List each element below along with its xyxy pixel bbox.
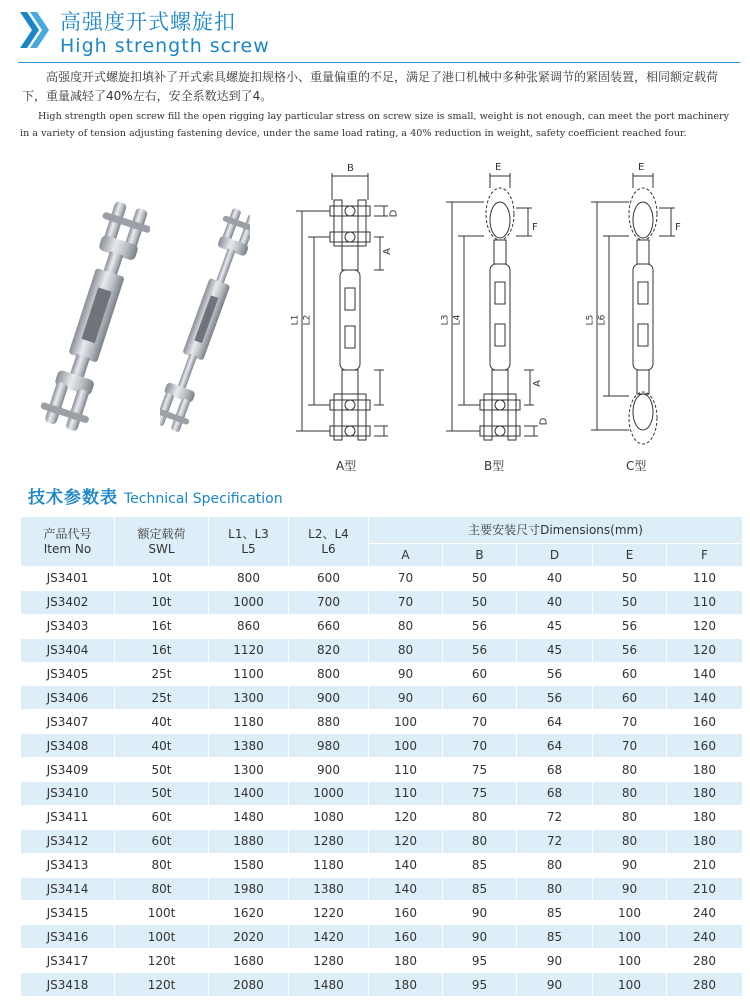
table-cell: 75 [443,782,517,806]
table-cell: 95 [443,973,517,997]
table-cell: 68 [517,782,593,806]
table-cell: 100t [115,925,209,949]
dim-l6-c: L6 [597,314,608,326]
table-cell: 25t [115,686,209,710]
table-cell: 820 [289,638,369,662]
table-cell: 85 [443,877,517,901]
table-cell: 120t [115,973,209,997]
table-cell: 980 [289,734,369,758]
table-cell: 110 [369,758,443,782]
table-cell: 90 [443,901,517,925]
table-cell: JS3401 [21,567,115,591]
table-cell: JS3405 [21,662,115,686]
table-cell: 2020 [209,925,289,949]
table-cell: 56 [593,638,667,662]
header-e: E [593,544,667,567]
table-cell: 80 [517,877,593,901]
description-en: High strength open screw fill the open rigging lay particular stress on screw size is small, weight is not enough, can meet the port machinery in a variety of tension adjusting fastening device, under the same load rating, a 40% reduction in weight, safety coefficient reached four. [20,111,730,139]
table-cell: 80 [443,805,517,829]
table-cell: 180 [667,805,743,829]
turnbuckle-photo-small [160,205,250,440]
table-cell: 56 [517,662,593,686]
table-cell: 100 [369,734,443,758]
spec-table [20,516,743,997]
table-row [21,614,743,638]
table-cell: 140 [369,877,443,901]
table-cell: JS3403 [21,614,115,638]
table-cell: 16t [115,614,209,638]
table-cell: 70 [443,710,517,734]
table-row [21,925,743,949]
table-cell: 600 [289,567,369,591]
table-cell: 50 [593,590,667,614]
table-cell: 1280 [289,949,369,973]
table-cell: 72 [517,805,593,829]
table-cell: 75 [443,758,517,782]
table-row [21,829,743,853]
table-cell: 70 [593,734,667,758]
table-cell: 45 [517,614,593,638]
table-cell: 10t [115,567,209,591]
dim-l4-b: L4 [452,314,463,326]
table-cell: 160 [667,710,743,734]
table-cell: 16t [115,638,209,662]
diagram-label-b: B型 [484,459,505,473]
table-cell: 25t [115,662,209,686]
table-cell: 180 [667,782,743,806]
table-cell: 120t [115,949,209,973]
description-cn: 高强度开式螺旋扣填补了开式索具螺旋扣规格小、重量偏重的不足，满足了港口机械中多种张紧调节的紧固装置，相同额定载荷下，重量减轻了40%左右，安全系数达到了4。 [22,70,719,103]
diagram-label-a: A型 [336,459,357,473]
table-cell: 80 [443,829,517,853]
table-cell: 280 [667,949,743,973]
dim-l2-a: L2 [302,314,313,326]
table-cell: 160 [369,925,443,949]
dim-a-b: A [531,380,543,387]
table-cell: 56 [593,614,667,638]
table-cell: JS3408 [21,734,115,758]
table-row [21,877,743,901]
dim-e-c: E [638,162,645,173]
table-cell: 110 [667,567,743,591]
table-cell: JS3407 [21,710,115,734]
table-cell: 1180 [209,710,289,734]
table-cell: 60 [593,686,667,710]
table-cell: 240 [667,901,743,925]
table-cell: 50 [443,567,517,591]
table-cell: 1880 [209,829,289,853]
table-cell: 85 [517,925,593,949]
table-cell: 1000 [209,590,289,614]
table-cell: 85 [517,901,593,925]
table-cell: 180 [369,949,443,973]
table-row [21,782,743,806]
table-cell: 240 [667,925,743,949]
table-cell: 660 [289,614,369,638]
table-cell: 800 [209,567,289,591]
table-cell: JS3402 [21,590,115,614]
table-cell: JS3409 [21,758,115,782]
table-cell: 95 [443,949,517,973]
table-cell: JS3414 [21,877,115,901]
table-cell: 900 [289,686,369,710]
table-cell: 1980 [209,877,289,901]
table-cell: 1080 [289,805,369,829]
table-cell: 160 [667,734,743,758]
table-cell: 90 [593,853,667,877]
spec-table-body [21,567,743,997]
page-title-cn: 高强度开式螺旋扣 [60,10,236,34]
table-cell: 120 [667,614,743,638]
table-cell: 70 [443,734,517,758]
table-row [21,638,743,662]
header-l2l4: L2、L4 L6 [289,517,369,567]
table-cell: 100 [593,925,667,949]
diagram-label-c: C型 [626,459,647,473]
table-cell: JS3411 [21,805,115,829]
table-cell: 90 [369,686,443,710]
table-row [21,973,743,997]
table-cell: 210 [667,853,743,877]
table-cell: 1380 [209,734,289,758]
table-cell: 64 [517,734,593,758]
table-cell: 1680 [209,949,289,973]
table-cell: 80t [115,877,209,901]
dim-l5-c: L5 [585,314,596,326]
table-cell: 210 [667,877,743,901]
header-d: D [517,544,593,567]
table-cell: 110 [369,782,443,806]
table-cell: 60t [115,829,209,853]
table-cell: 50t [115,758,209,782]
table-cell: JS3417 [21,949,115,973]
table-cell: 1100 [209,662,289,686]
header-swl: 额定载荷 SWL [115,517,209,567]
table-cell: 80t [115,853,209,877]
table-cell: 80 [517,853,593,877]
table-cell: 180 [369,973,443,997]
table-cell: 60t [115,805,209,829]
table-cell: JS3410 [21,782,115,806]
table-cell: 60 [443,662,517,686]
table-cell: 1420 [289,925,369,949]
dim-b-a: B [347,163,354,174]
table-cell: 70 [369,567,443,591]
table-cell: 60 [443,686,517,710]
table-cell: 700 [289,590,369,614]
table-cell: 100 [369,710,443,734]
table-cell: 56 [517,686,593,710]
table-cell: 1480 [209,805,289,829]
table-cell: JS3404 [21,638,115,662]
table-cell: 1180 [289,853,369,877]
table-cell: 80 [593,758,667,782]
header-divider [18,62,740,63]
table-cell: 70 [593,710,667,734]
dim-e-b: E [495,162,502,173]
table-cell: 180 [667,758,743,782]
table-cell: 1220 [289,901,369,925]
table-cell: 1580 [209,853,289,877]
table-cell: 90 [443,925,517,949]
table-cell: 70 [369,590,443,614]
table-cell: 100 [593,901,667,925]
table-cell: 100 [593,949,667,973]
table-cell: 2080 [209,973,289,997]
table-cell: 56 [443,638,517,662]
table-cell: 1620 [209,901,289,925]
header-a: A [369,544,443,567]
header-l1l3: L1、L3 L5 [209,517,289,567]
product-figures [0,160,750,480]
table-row [21,805,743,829]
page-header [0,0,750,64]
table-cell: 72 [517,829,593,853]
table-cell: 100 [593,973,667,997]
table-cell: 40t [115,734,209,758]
spec-title-cn: 技术参数表 [28,488,118,508]
table-cell: 1280 [289,829,369,853]
table-cell: 50 [593,567,667,591]
table-cell: JS3416 [21,925,115,949]
table-cell: 80 [369,614,443,638]
table-cell: 80 [369,638,443,662]
table-cell: 1480 [289,973,369,997]
table-cell: 90 [517,949,593,973]
dim-f-c: F [675,222,681,233]
table-cell: 120 [369,805,443,829]
table-cell: 85 [443,853,517,877]
table-cell: 45 [517,638,593,662]
header-item: 产品代号 Item No [21,517,115,567]
dim-f-b: F [532,222,538,233]
table-cell: JS3406 [21,686,115,710]
table-cell: 800 [289,662,369,686]
table-cell: 100t [115,901,209,925]
table-cell: 140 [369,853,443,877]
table-cell: 140 [667,662,743,686]
table-cell: 140 [667,686,743,710]
table-row [21,901,743,925]
table-cell: 40t [115,710,209,734]
spec-title-en: Technical Specification [124,491,283,507]
header-dimensions: 主要安装尺寸Dimensions(mm) [369,517,743,544]
table-cell: 50 [443,590,517,614]
table-row [21,949,743,973]
table-cell: 1380 [289,877,369,901]
table-cell: JS3418 [21,973,115,997]
table-cell: 10t [115,590,209,614]
table-row [21,758,743,782]
turnbuckle-photo-large [40,200,150,440]
dim-d-b: D [538,417,550,426]
table-cell: 60 [593,662,667,686]
dim-a-a: A [381,248,393,255]
header-b: B [443,544,517,567]
table-cell: 90 [369,662,443,686]
table-cell: 120 [667,638,743,662]
table-cell: 40 [517,567,593,591]
header-f: F [667,544,743,567]
table-cell: 40 [517,590,593,614]
table-row [21,710,743,734]
table-row [21,686,743,710]
table-cell: 280 [667,973,743,997]
table-cell: JS3412 [21,829,115,853]
spec-title [28,483,283,508]
table-cell: 900 [289,758,369,782]
double-chevron-icon [18,10,50,50]
table-row [21,567,743,591]
dim-l3-b: L3 [440,314,451,326]
table-cell: 1300 [209,758,289,782]
table-cell: 1400 [209,782,289,806]
table-cell: 80 [593,805,667,829]
page-title-en: High strength screw [60,35,270,57]
table-cell: 68 [517,758,593,782]
table-cell: 56 [443,614,517,638]
table-cell: 80 [593,829,667,853]
table-cell: 160 [369,901,443,925]
table-row [21,734,743,758]
table-cell: 64 [517,710,593,734]
table-row [21,590,743,614]
table-row [21,662,743,686]
table-cell: JS3415 [21,901,115,925]
table-cell: 180 [667,829,743,853]
table-cell: JS3413 [21,853,115,877]
table-cell: 1300 [209,686,289,710]
table-cell: 50t [115,782,209,806]
table-cell: 80 [593,782,667,806]
dim-l1-a: L1 [290,314,301,326]
table-row [21,853,743,877]
table-cell: 1000 [289,782,369,806]
dim-d-a: D [388,209,400,218]
table-cell: 1120 [209,638,289,662]
table-cell: 90 [517,973,593,997]
table-cell: 90 [593,877,667,901]
table-cell: 860 [209,614,289,638]
table-cell: 120 [369,829,443,853]
table-cell: 880 [289,710,369,734]
table-cell: 110 [667,590,743,614]
